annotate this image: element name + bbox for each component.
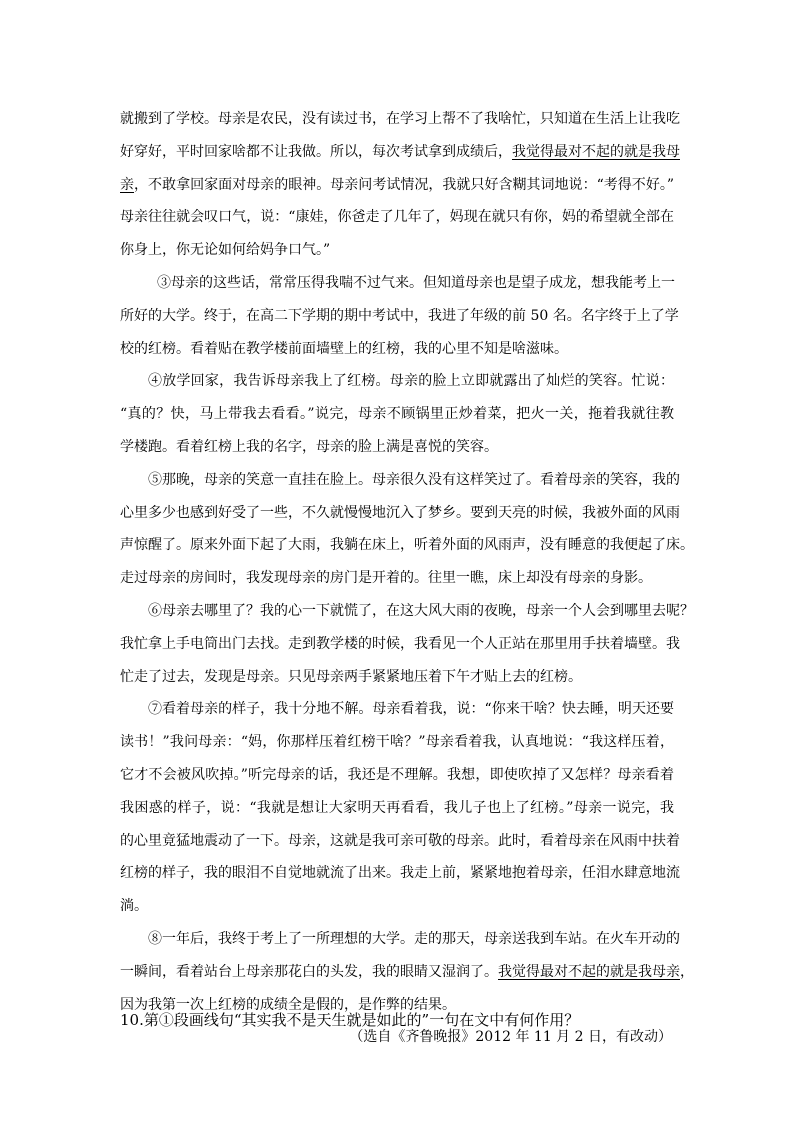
paragraph-5 — [120, 464, 694, 595]
text-line: 我忙拿上手电筒出门去找。走到教学楼的时候，我看见一个人正站在那里用手扶着墙壁。我 — [120, 635, 680, 652]
text-line: 所好的大学。终于，在高二下学期的期中考试中，我进了年级的前 50 名。名字终于上了学 — [120, 307, 679, 324]
text-line: 忙走了过去，发现是母亲。只见母亲两手紧紧地压着下午才贴上去的红榜。 — [120, 668, 582, 685]
text-line: 一瞬间，看着站台上母亲那花白的头发，我的眼睛又湿润了。我觉得最对不起的就是我母亲， — [120, 963, 694, 980]
paragraph-7 — [120, 693, 680, 923]
paragraph-2 — [120, 103, 680, 267]
text-line: ⑤那晚，母亲的笑意一直挂在脸上。母亲很久没有这样笑过了。看着母亲的笑容，我的 — [148, 471, 680, 488]
text-line: 心里多少也感到好受了一些，不久就慢慢地沉入了梦乡。要到天亮的时候，我被外面的风雨 — [120, 504, 680, 521]
text-line: 校的红榜。看着贴在教学楼前面墙壁上的红榜，我的心里不知是啥滋味。 — [120, 340, 568, 357]
text-line: “真的？快，马上带我去看看。”说完，母亲不顾锅里正炒着菜，把火一关，拖着我就往教 — [120, 406, 674, 423]
underlined-sentence: 亲 — [120, 176, 135, 193]
text-line: 的心里竟猛地震动了一下。母亲，这就是我可亲可敬的母亲。此时，看着母亲在风雨中扶着 — [120, 832, 680, 849]
source-citation: （选自《齐鲁晚报》2012 年 11 月 2 日，有改动） — [349, 1029, 672, 1046]
text-line: 走过母亲的房间时，我发现母亲的房门是开着的。往里一瞧，床上却没有母亲的身影。 — [120, 570, 652, 587]
text-line: ⑧一年后，我终于考上了一所理想的大学。走的那天，母亲送我到车站。在火车开动的 — [148, 930, 680, 947]
text-line: ⑦看着母亲的样子，我十分地不解。母亲看着我，说：“你来干啥？快去睡，明天还要 — [148, 701, 674, 718]
text-line: 我困惑的样子，说：“我就是想让大家明天再看看，我儿子也上了红榜。”母亲一说完，我 — [120, 799, 674, 816]
text-line: ③母亲的这些话，常常压得我喘不过气来。但知道母亲也是望子成龙，想我能考上一 — [157, 274, 675, 291]
document-page — [120, 103, 694, 1054]
text-line: 亲，不敢拿回家面对母亲的眼神。母亲问考试情况，我就只好含糊其词地说：“考得不好。” — [120, 176, 675, 193]
text-line: 声惊醒了。原来外面下起了大雨，我躺在床上，听着外面的风雨声，没有睡意的我便起了床。 — [120, 537, 694, 554]
text-line: 红榜的样子，我的眼泪不自觉地就流了出来。我走上前，紧紧地抱着母亲，任泪水肆意地流 — [120, 865, 680, 882]
underlined-sentence: 我觉得最对不起的就是我母 — [512, 143, 680, 160]
text-line: ⑥母亲去哪里了？我的心一下就慌了，在这大风大雨的夜晚，母亲一个人会到哪里去呢？ — [148, 602, 694, 619]
text-line: 母亲往往就会叹口气，说：“康娃，你爸走了几年了，妈现在就只有你，妈的希望就全部在 — [120, 209, 674, 226]
paragraph-3 — [120, 267, 679, 365]
paragraph-4 — [120, 365, 674, 463]
text-line: 学楼跑。看着红榜上我的名字，母亲的脸上满是喜悦的笑容。 — [120, 438, 498, 455]
underlined-sentence: 我觉得最对不起的就是我母亲 — [498, 963, 680, 980]
text-line: 你身上，你无论如何给妈争口气。” — [120, 242, 331, 259]
text-line: ④放学回家，我告诉母亲我上了红榜。母亲的脸上立即就露出了灿烂的笑容。忙说： — [148, 373, 674, 390]
text-line: 好穿好，平时回家啥都不让我做。所以，每次考试拿到成绩后，我觉得最对不起的就是我母 — [120, 143, 680, 160]
text-line: 淌。 — [120, 898, 148, 915]
paragraph-6 — [120, 595, 694, 693]
text-line: 因为我第一次上红榜的成绩全是假的，是作弊的结果。 — [120, 996, 456, 1013]
text-line: 读书！”我问母亲：“妈，你那样压着红榜干啥？”母亲看着我，认真地说：“我这样压着， — [120, 734, 674, 751]
text-line: 就搬到了学校。母亲是农民，没有读过书，在学习上帮不了我啥忙，只知道在生活上让我吃 — [120, 111, 680, 127]
question-10: 10.第①段画线句“其实我不是天生就是如此的”一句在文中有何作用？ — [120, 1011, 580, 1029]
text-line: 它才不会被风吹掉。”听完母亲的话，我还是不理解。我想，即使吹掉了又怎样？母亲看着 — [120, 766, 674, 783]
